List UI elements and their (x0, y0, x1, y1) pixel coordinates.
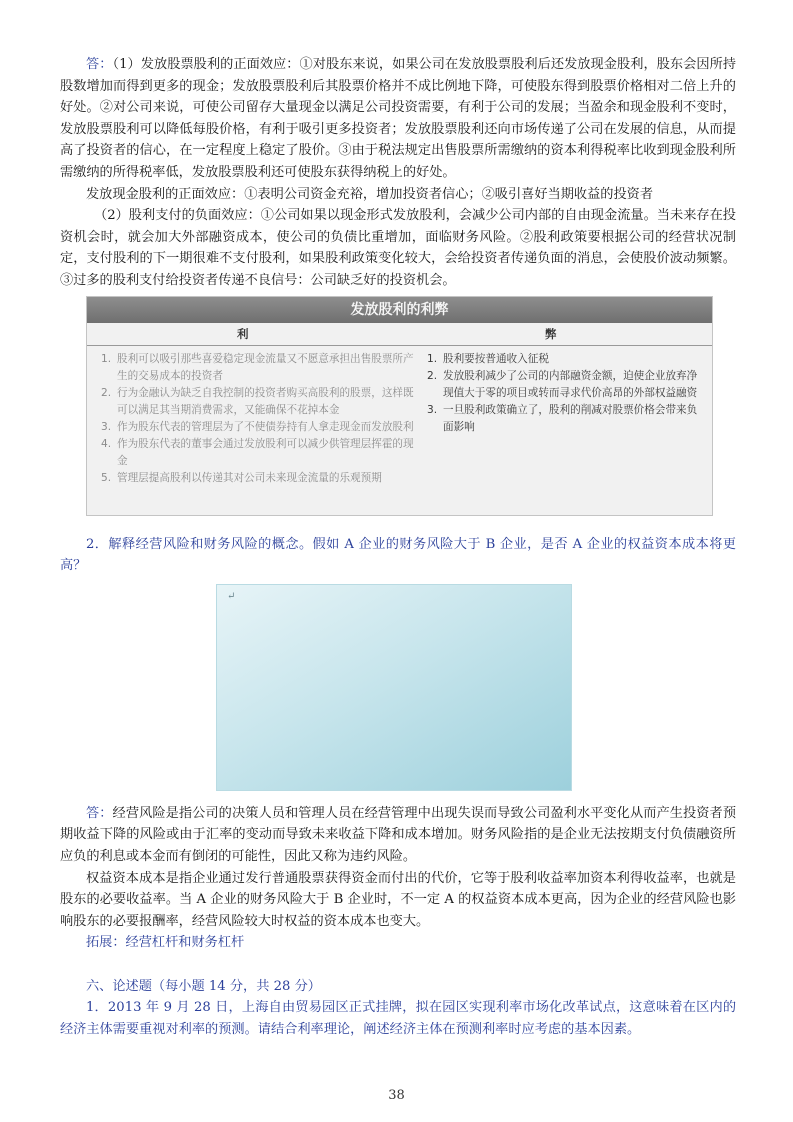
page-number: 38 (388, 1088, 405, 1103)
answer1-paragraph-2: 发放现金股利的正面效应：①表明公司资金充裕，增加投资者信心；②吸引喜好当期收益的投资者 (86, 186, 654, 202)
table-header-row (87, 323, 712, 346)
page-content (60, 54, 736, 1041)
pros-item: 5. 管理层提高股利以传递其对公司未来现金流量的乐观预期 (101, 471, 382, 484)
table-title: 发放股利的利弊 (87, 297, 712, 323)
cons-column (427, 351, 705, 436)
cons-item: 2. 发放股利减少了公司的内部融资金额，迫使企业放弃净现值大于零的项目或转而寻求代价高昂的外部权益融资 (427, 369, 698, 399)
pros-item: 3. 作为股东代表的管理层为了不使债券持有人拿走现金而发放股利 (101, 420, 414, 433)
pros-item: 2. 行为金融认为缺乏自我控制的投资者购买高股利的股票，这样既可以满足其当期消费需求，又能确保不花掉本金 (101, 386, 414, 416)
answer1-paragraph-1: 答：（1）发放股票股利的正面效应：①对股东来说，如果公司在发放股票股利后还发放现金股利，股东会因所持股数增加而得到更多的现金；发放股票股利后其股票价格并不成比例地下降，可使股东得到股票价格相对二倍上升的好处。②对公司来说，可使公司留存大量现金以满足公司投资需要，有利于公司的发展；当盈余和现金股利不变时，发放股票股利可以降低每股价格，有利于吸引更多投资者；发放股票股利还向市场传递了公司在发展的信息，从而提高了投资者的信心，在一定程度上稳定了股价。③由于税法规定出售股票所需缴纳的资本利得税率比收到现金股利所需缴纳的所得税率低，发放股票股利还可使股东获得纳税上的好处。 (60, 57, 737, 180)
answer1-paragraph-3: （2）股利支付的负面效应：①公司如果以现金形式发放股利，会减少公司内部的自由现金流量。当未来存在投资机会时，就会加大外部融资成本，使公司的负债比重增加，面临财务风险。②股利政策要根据公司的经营状况制定，支付股利的下一期很难不支付股利，如果股利政策变化较大，会给投资者传递负面的消息，会使股价波动频繁。③过多的股利支付给投资者传递不良信号：公司缺乏好的投资机会。 (60, 208, 736, 288)
answer-label: 答： (86, 57, 113, 72)
pros-item: 4. 作为股东代表的董事会通过发放股利可以减少供管理层挥霍的现金 (101, 437, 414, 467)
pros-header: 利 (237, 326, 249, 341)
answer2-paragraph-1: 答：经营风险是指公司的决策人员和管理人员在经营管理中出现失误而导致公司盈利水平变化从而产生投资者预期收益下降的风险或由于汇率的变动而导致未来收益下降和成本增加。财务风险指的是企业无法按期支付负债融资所应负的利息或本金而有倒闭的可能性，因此又称为违约风险。 (60, 805, 737, 864)
answer2-paragraph-2: 权益资本成本是指企业通过发行普通股票获得资金而付出的代价，它等于股利收益率加资本利得收益率，也就是股东的必要收益率。当 A 企业的财务风险大于 B 企业时，不一定 A 的权益资本成本更高，因为企业的经营风险也影响股东的必要报酬率，经营风险较大时权益的资本成本也变大。 (60, 870, 736, 929)
pros-column (101, 351, 419, 487)
section-6-heading: 六、论述题（每小题 14 分，共 28 分） (86, 978, 321, 994)
cons-item: 3. 一旦股利政策确立了，股利的削减对股票价格会带来负面影响 (427, 403, 698, 433)
cons-item: 1. 股利要按普通收入征税 (427, 352, 549, 365)
section-6-question-1: 1．2013 年 9 月 28 日，上海自由贸易园区正式挂牌，拟在园区实现利率市场化改革试点，这意味着在区内的经济主体需要重视对利率的预测。请结合利率理论，阐述经济主体在预测利率时应考虑的基本因素。 (60, 1000, 736, 1038)
extension-note: 拓展：经营杠杆和财务杠杆 (86, 935, 245, 951)
pros-item: 1. 股利可以吸引那些喜爱稳定现金流量又不愿意承担出售股票所产生的交易成本的投资者 (101, 352, 414, 382)
pros-cons-table-image (86, 296, 713, 516)
blank-answer-box (216, 584, 572, 791)
question-2: 2．解释经营风险和财务风险的概念。假如 A 企业的财务风险大于 B 企业，是否 A 企业的权益资本成本将更高？ (60, 536, 736, 574)
answer-label: 答： (86, 805, 113, 821)
return-mark-icon: ↵ (227, 590, 236, 602)
cons-header: 弊 (545, 326, 557, 341)
